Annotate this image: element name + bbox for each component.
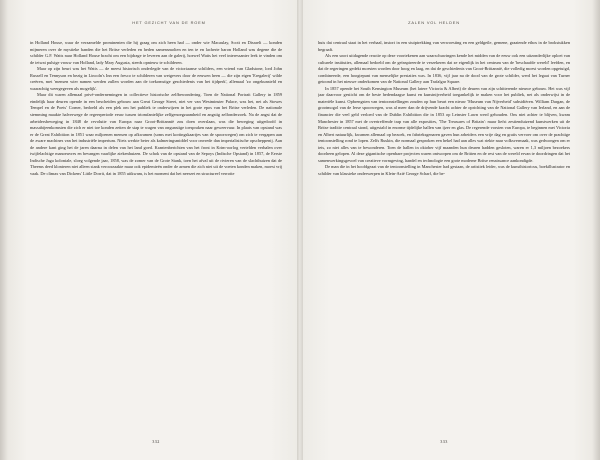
right-page [300,0,600,460]
left-text-column [30,40,282,432]
right-folio: 333 [440,439,448,444]
right-running-head: ZALEN VOL HELDEN [408,20,460,25]
left-running-head: HET GEZICHT VAN DE ROEM [132,20,206,25]
right-edge-shadow [592,0,600,460]
paragraph: Maar op zijn beurt was het Watts — de meest historisch onderlegde van de victoriaanse schilders, een vriend van Gladstone, lord John Russell en Tennyson en bezig in Lincoln's Inn een fresco te schilderen van wetgevers door de eeuwen heen — die zijn eigen 'Eregalerij' wilde creëren, met 'mensen wier namen werden zullen worden aan de toekomstige geschiedenis van het tijdperk', allemaal 'zo ongekunsteld en waarachtig weergegeven als mogelijk'. [30,66,282,91]
paragraph: In 1857 opende het South Kensington Museum (het latere Victoria & Albert) de deuren van zijn schitterende nieuwe gebouw. Het was vijf jaar daarvoor gesticht om de beste hedendaagse kunst en kunstnijverheid toegankelijk te maken voor het publiek, net als onderwijst in de materiële kunst. Opbrengsten van tentoonstellingen zouden op hun beurt een nieuw 'Museum van Nijverheid' subsidiëren. William Dargan, de grootmogol van de Ierse spoorwegen, was al meer dan de drijvende kracht achter de oprichting van de National Gallery van Ierland, en aan de financier die veel geld verloed van de Dublin Exhibition die in 1853 op Leinster Lawn werd gehouden. Ons niet achter te blijven, kwam Manchester in 1857 met de overtreffende trap van alle exposities, 'The Treasures of Britain': maar liefst zestienduizend kunstwerken uit de Britse traditie centraal stond, uitgestald in enorme tijdelijke hallen van ijzer en glas. De regerende vorsten van Europa, te beginnen met Victoria en Albert natuurlijk, kwamen allemaal op bezoek, en fabrieksgenaren gaven hun arbeiders een vrije dag en gratis vervoer om over de prachtige tentoonstelling rond te lopen. Zelfs Ruskin, die normaal gesproken een hekel had aan alles wat riekte naar volksvermaak, was gedwongen om er iets, zo niet alles van te bewonderen. Toen de hallen in oktober vijf maanden hun deuren hadden gesloten, waren er 1,3 miljoen bezoekers doorheen gelopen. Al deze gigantische openbare projecten waren ontworpen om de Britten en de rest van de wereld ervan te doordringen dat het samenwerkingsgevoel van creatieve vormgeving, handel en technologie een grote moderne Britse renaissance aankondigde. [318,85,570,163]
paragraph: Als een soort uitdagende reactie op deze voortekenen aan waarschuwingen kende het midden van de eeuw ook een uitzonderlijke oploei van culturele instituties, allemaal bedoeld om de geïnspireerde te verzekeren dat ze eigenlijk in het centrum van de 'beschaafde wereld' leefden, en dat de regeringen gedekt moesten worden door hoog en laag, en dat de geschiedenis van Groot-Brittannië, die volledig moest worden opgetuigd, combineerde, een hoogtepunt van menselijke prestaties was. In 1836, vijf jaar na de dood van de grote schilder, werd het legaat van Turner getoond in het nieuwe onderkomen van de National Gallery aan Trafalgar Square. [318,53,570,85]
right-text-column [318,40,570,432]
paragraph: Maar dit waren allemaal privé-ondernemingen in collectieve historische zelfbewondering. Toen de National Portrait Gallery in 1859 eindelijk haar deuren opende in een bescheiden gebouw aan Great George Street, niet ver van Westminster Palace, was het, net als Stowes Tempel en de Poets' Corner, bedoeld als een plek om het publiek te onderwijzen in het grote epos van het Britse verleden. De nationale stemming maakte halverwege de regeerperiode eeuw tussen triomfantelijke zelfgenoegzaamheid en angstig zelfonderzoek. Na de angst dat de arbeidersbeweging in 1848 de revolutie van Europa naar Groot-Brittannië zou doen overslaan, was die beweging uitgedoofd in massabijeenkomsten die zich er niet toe konden zetten de stap te wagen van ongunstige toespraken naar geweervuur. In plaats van opstand was er de Great Exhibition in 1851 waar miljoenen mensen op afkwamen (soms met kortingskaartjes van de spoorwegen) om zich te vergapen aan de zware machines van het industriële imperium. Niets werkte beter als kalmeringsmiddel voor onvrede dan imperialistische opscheppenij. Aan de andere kant ging het de jaren daarna in delen van het land goed. Krantenberichten van het front in Krim-oorlog vertelden verhalen over twijfelachtige manoeuvres en bevangen vaarlijke ziekenhuizen. De schok van de opstand van de Sepoys (Indische Opstand) in 1857, de Eerste Indische Jaga koloniale, sloeg volgende jaar, 1858, was de zomer van de Grote Stank, toen het afval uit de rivieren van de slachthuizen dat de Theems deed klonteren niet alleen stank veroorzaakte maar ook epidemieën onder de armen die zich niet uit de voeten konden maken, moest vrij vaak. De climax van Dickens' Little Dorrit, dat in 1855 uitkwam, is het moment dat het neerzet en structureel verrotte [30,92,282,176]
left-folio: 332 [152,439,160,444]
paragraph: huis dat centraal staat in het verhaal, instort in een stuiptrekking van verwoesting en een geldgeile, gemene, graaiende ethos in de brokstukken begraaft. [318,40,570,52]
left-edge-shadow [0,0,8,460]
paragraph: in Holland House, waar de verzamelde prominenten die hij graag om zich heen had — onder wie Macaulay, Scott en Disraeli — konden mijmeren over de mystieke banden die het Britse verleden en heden samensmolten en ten te en lacherie baron Holland was degene die de schilder G.F. Watts naar Holland House bracht om een bijdrage te leveren aan de galerij, hoewel Watts het veel interessanter leek te vinden om de ietwat pulsige vrouw van Holland, lady Mary Augusta, steeds opnieuw te schilderen. [30,40,282,65]
paragraph: De man die in het hoofdgeaat van de tentoonstelling in Manchester had gestaan, de artistiek leider, was de kunsthistoricus, boekillustrator en schilder van klassieke onderwerpen in Klein-Azië George Scharf, die be- [318,164,570,176]
